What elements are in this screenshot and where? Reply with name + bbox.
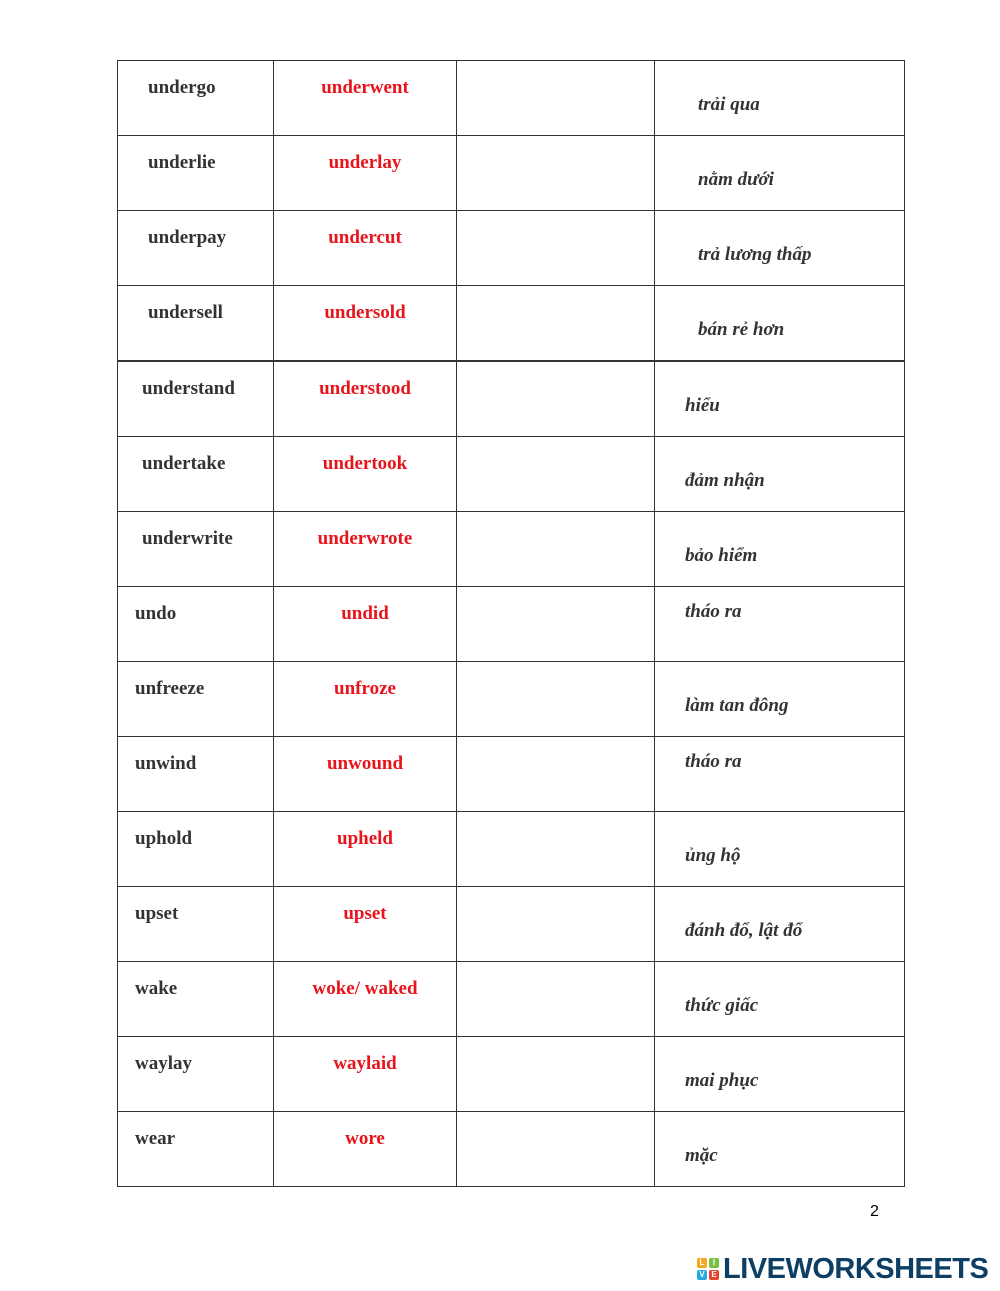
past-form: undercut — [328, 227, 402, 248]
past-form: underlay — [328, 152, 402, 173]
meaning: ủng hộ — [685, 845, 741, 866]
meaning: bảo hiểm — [685, 545, 758, 566]
meaning: tháo ra — [685, 601, 742, 622]
table-row — [118, 211, 905, 286]
answer-input[interactable] — [457, 211, 654, 285]
base-form: undertake — [142, 453, 226, 474]
meaning: bán rẻ hơn — [698, 319, 785, 340]
answer-input[interactable] — [457, 1112, 654, 1186]
past-form: undertook — [322, 453, 408, 474]
past-form: unwound — [326, 753, 404, 774]
logo-mark-tile: I — [709, 1258, 719, 1268]
base-form: underpay — [148, 227, 227, 248]
past-form: upset — [343, 903, 387, 924]
base-form: waylay — [135, 1053, 192, 1074]
table-row — [118, 512, 905, 587]
table-row — [118, 61, 905, 136]
past-form: wore — [345, 1128, 385, 1149]
answer-input[interactable] — [457, 812, 654, 886]
answer-input[interactable] — [457, 662, 654, 736]
meaning: mặc — [685, 1145, 718, 1166]
table-row — [118, 737, 905, 812]
meaning: tháo ra — [685, 751, 742, 772]
answer-input[interactable] — [457, 136, 654, 210]
base-form: unfreeze — [135, 678, 205, 699]
base-form: upset — [135, 903, 179, 924]
table-row — [118, 136, 905, 211]
meaning: mai phục — [685, 1070, 759, 1091]
table-row — [118, 437, 905, 512]
past-form: undid — [341, 603, 389, 624]
past-form: woke/ waked — [312, 978, 418, 999]
table-row — [118, 962, 905, 1037]
meaning: nằm dưới — [698, 169, 774, 190]
table-row — [118, 1037, 905, 1112]
table-row — [118, 286, 905, 361]
answer-input[interactable] — [457, 286, 654, 360]
table-row — [118, 362, 905, 437]
base-form: underlie — [148, 152, 216, 173]
meaning: trải qua — [698, 94, 760, 115]
answer-input[interactable] — [457, 887, 654, 961]
base-form: wear — [135, 1128, 176, 1149]
base-form: undergo — [148, 77, 216, 98]
logo-mark-tile: E — [709, 1270, 719, 1280]
answer-input[interactable] — [457, 587, 654, 661]
base-form: unwind — [135, 753, 197, 774]
answer-input[interactable] — [457, 437, 654, 511]
past-form: undersold — [324, 302, 406, 323]
past-form: underwrote — [317, 528, 413, 549]
logo-mark-tile: V — [697, 1270, 707, 1280]
past-form: waylaid — [333, 1053, 397, 1074]
table-row — [118, 1112, 905, 1187]
answer-input[interactable] — [457, 1037, 654, 1111]
past-form: underwent — [321, 77, 409, 98]
meaning: trả lương thấp — [698, 244, 812, 265]
base-form: undo — [135, 603, 177, 624]
answer-input[interactable] — [457, 362, 654, 436]
base-form: wake — [135, 978, 178, 999]
base-form: undersell — [148, 302, 223, 323]
table-row — [118, 887, 905, 962]
meaning: làm tan đông — [685, 695, 789, 716]
past-form: unfroze — [334, 678, 396, 699]
base-form: underwrite — [142, 528, 233, 549]
answer-input[interactable] — [457, 962, 654, 1036]
liveworksheets-logo — [697, 1253, 988, 1285]
verb-table-2 — [117, 361, 905, 1187]
base-form: uphold — [135, 828, 193, 849]
page-number: 2 — [870, 1203, 879, 1220]
meaning: thức giấc — [685, 995, 759, 1016]
past-form: understood — [319, 378, 411, 399]
table-row — [118, 662, 905, 737]
table-row — [118, 812, 905, 887]
answer-input[interactable] — [457, 512, 654, 586]
meaning: đảm nhận — [685, 470, 765, 491]
logo-text: LIVEWORKSHEETS — [723, 1252, 989, 1285]
logo-mark-icon — [697, 1258, 719, 1280]
past-form: upheld — [337, 828, 393, 849]
verb-table-1 — [117, 60, 905, 361]
logo-mark-tile: L — [697, 1258, 707, 1268]
answer-input[interactable] — [457, 61, 654, 135]
answer-input[interactable] — [457, 737, 654, 811]
base-form: understand — [142, 378, 235, 399]
table-row — [118, 587, 905, 662]
meaning: hiểu — [685, 395, 720, 416]
meaning: đánh đổ, lật đổ — [685, 920, 803, 941]
